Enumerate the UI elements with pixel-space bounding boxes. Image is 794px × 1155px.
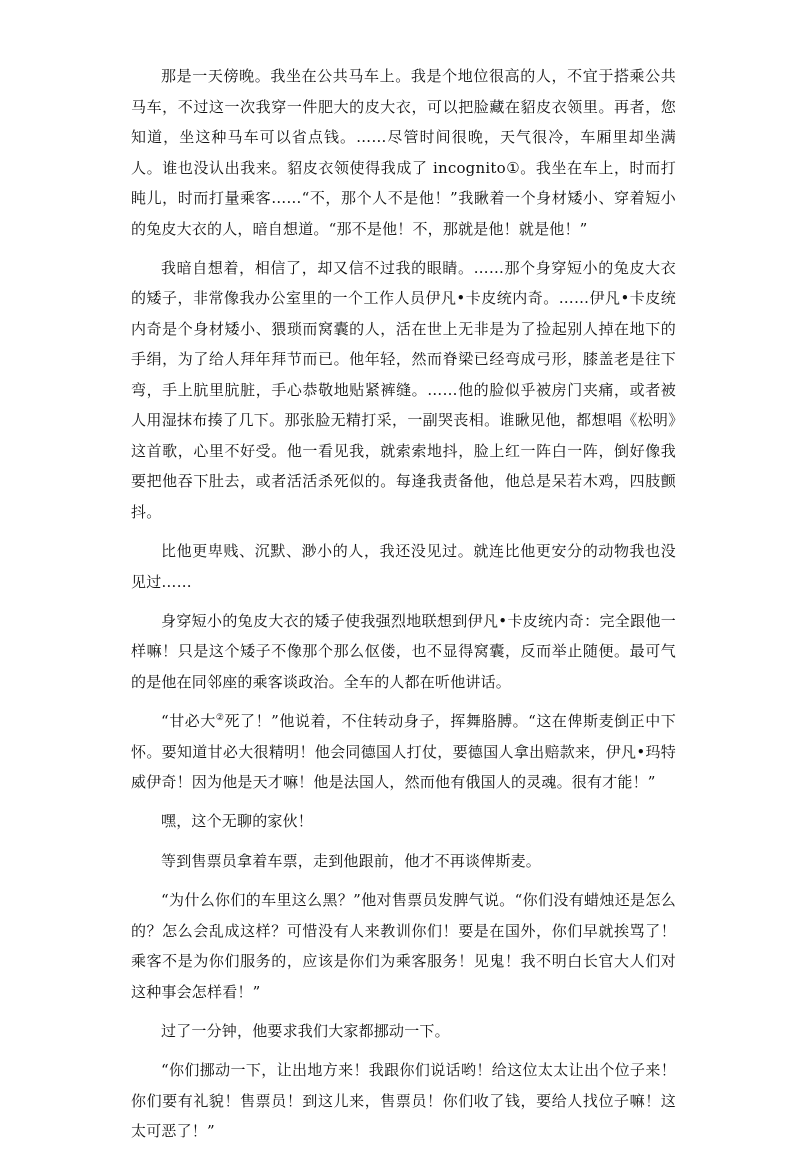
paragraph-text: 那是一天傍晚。我坐在公共马车上。我是个地位很高的人，不宜于搭乘公共马车，不过这一次我穿一件肥大的皮大衣，可以把脸藏在貂皮衣领里。再者，您知道，坐这种马车可以省点钱。……尽管时间很晚，天气很冷，车厢里却坐满人。谁也没认出我来。貂皮衣领使得我成了 incognito	[131, 67, 676, 177]
paragraph-text: 。我坐在车上，时而打盹儿，时而打量乘客……“不，那个人不是他！”我瞅着一个身材矮小、穿着短小的兔皮大衣的人，暗自想道。“那不是他！不，那就是他！就是他！”	[131, 158, 676, 238]
paragraph-text: “你们挪动一下，让出地方来！我跟你们说话哟！给这位太太让出个位子来！你们要有礼貌！售票员！到这儿来，售票员！你们收了钱，要给人找位子嘛！这太可恶了！”	[131, 1061, 676, 1141]
paragraph	[131, 1016, 676, 1047]
paragraph	[131, 806, 676, 837]
paragraph-text: ①	[505, 158, 521, 177]
paragraph-text: “甘必大	[161, 712, 216, 731]
paragraph	[131, 706, 676, 798]
paragraph	[131, 536, 676, 597]
paragraph-text: “为什么你们的车里这么黑？”他对售票员发脾气说。“你们没有蜡烛还是怎么的？怎么会乱成这样？可惜没有人来教训你们！要是在国外，你们早就挨骂了！乘客不是为你们服务的，应该是你们为乘客服务！见鬼！我不明白长官大人们对这种事会怎样看！”	[131, 891, 676, 1001]
paragraph	[131, 1055, 676, 1147]
paragraph	[131, 253, 676, 528]
paragraph-text: 过了一分钟，他要求我们大家都挪动一下。	[161, 1021, 450, 1040]
paragraph-text: 身穿短小的兔皮大衣的矮子使我强烈地联想到伊凡•卡皮统内奇：完全跟他一样嘛！只是这个矮子不像那个那么伛偻，也不显得窝囊，反而举止随便。最可气的是他在同邻座的乘客谈政治。全车的人都在听他讲话。	[131, 611, 676, 691]
paragraph-text: 比他更卑贱、沉默、渺小的人，我还没见过。就连比他更安分的动物我也没见过……	[131, 542, 676, 591]
paragraph-text: 等到售票员拿着车票，走到他跟前，他才不再谈俾斯麦。	[161, 851, 542, 870]
paragraph	[131, 846, 676, 877]
article-body	[131, 61, 676, 1155]
paragraph-text: 死了！”他说着，不住转动身子，挥舞胳膊。“这在俾斯麦倒正中下怀。要知道甘必大很精明！他会同德国人打仗，要德国人拿出赔款来，伊凡•玛特威伊奇！因为他是天才嘛！他是法国人，然而他有俄国人的灵魂。很有才能！”	[131, 712, 676, 792]
paragraph-text: 我暗自想着，相信了，却又信不过我的眼睛。……那个身穿短小的兔皮大衣的矮子，非常像我办公室里的一个工作人员伊凡•卡皮统内奇。……伊凡•卡皮统内奇是个身材矮小、猥琐而窝囊的人，活在世上无非是为了捡起别人掉在地下的手绢，为了给人拜年拜节而已。他年轻，然而脊梁已经弯成弓形，膝盖老是往下弯，手上肮里肮脏，手心恭敬地贴紧裤缝。……他的脸似乎被房门夹痛，或者被人用湿抹布揍了几下。那张脸无精打采，一副哭丧相。谁瞅见他，都想唱《松明》这首歌，心里不好受。他一看见我，就索索地抖，脸上红一阵白一阵，倒好像我要把他吞下肚去，或者活活杀死似的。每逢我责备他，他总是呆若木鸡，四肢颤抖。	[131, 258, 676, 521]
paragraph-text: 嘿，这个无聊的家伙！	[161, 812, 314, 831]
paragraph	[131, 606, 676, 698]
paragraph	[131, 885, 676, 1007]
paragraph	[131, 61, 676, 244]
footnote-marker: ②	[215, 713, 225, 724]
